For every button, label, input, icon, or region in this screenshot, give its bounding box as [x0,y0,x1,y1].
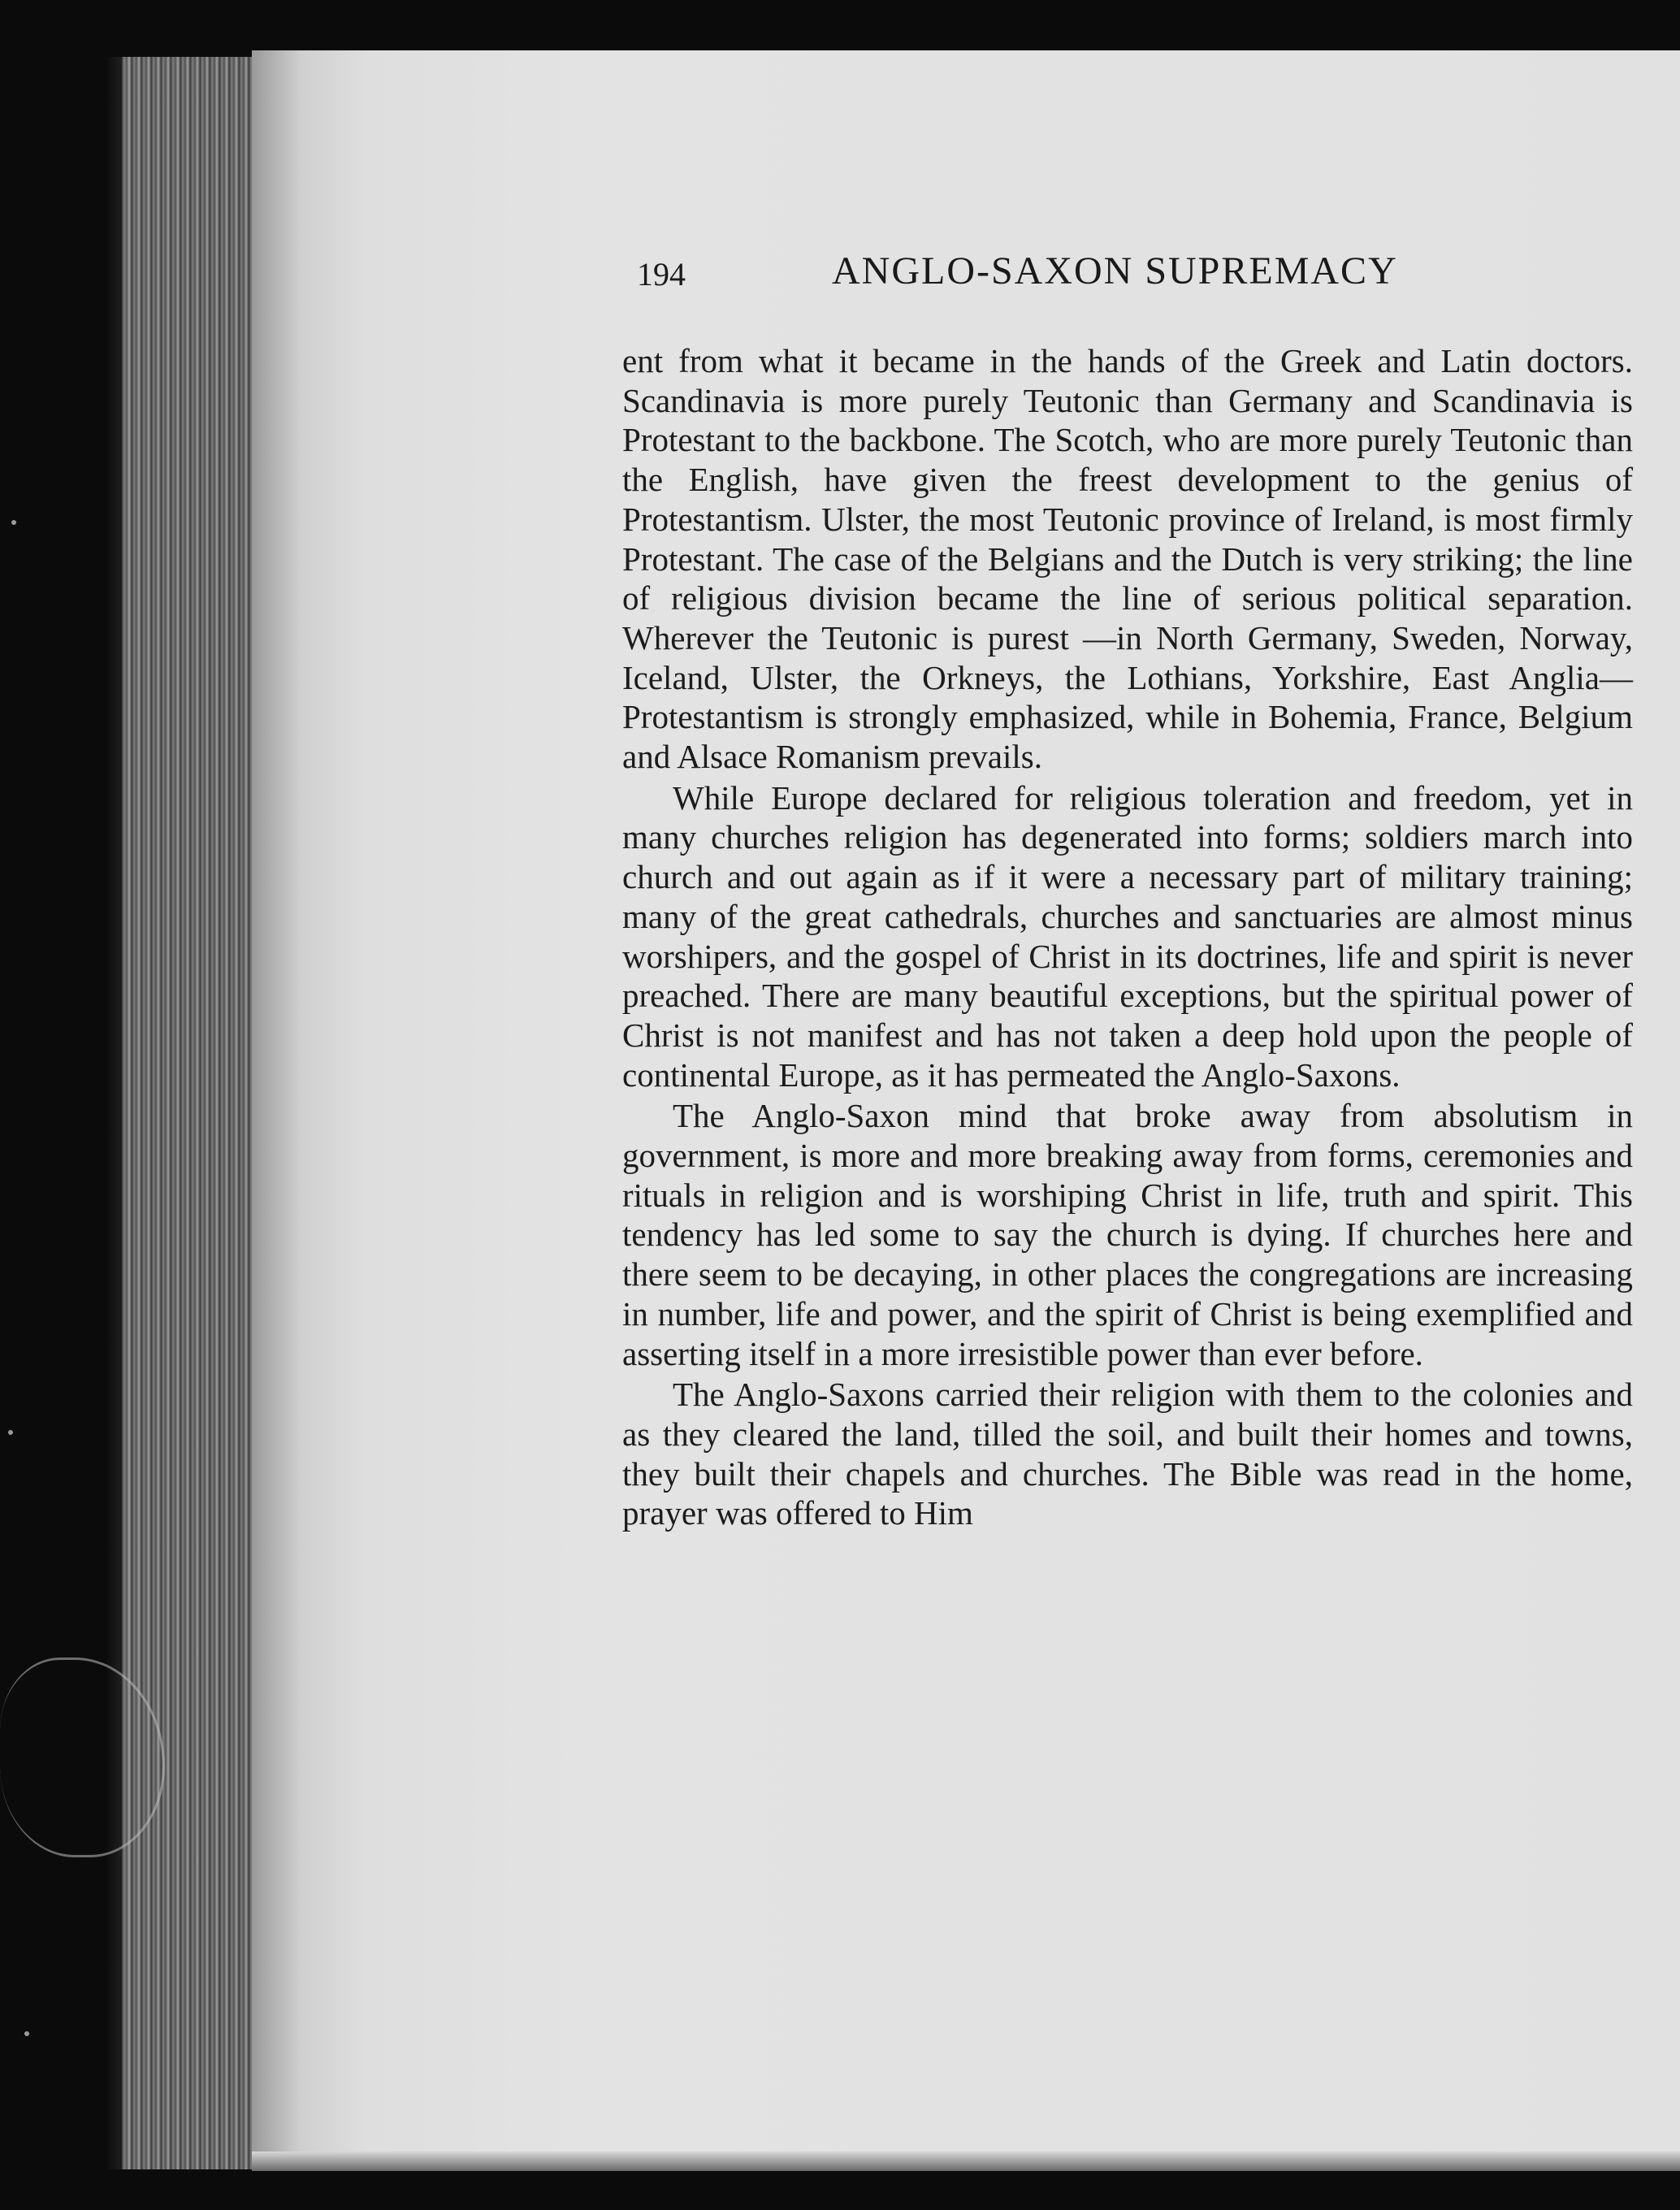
paragraph: The Anglo-Saxon mind that broke away from absolutism in government, is more and more breaking away from forms, ceremonies and rituals in religion and is worshiping Christ in life, truth and spirit. This tendency has led some to say the church is dying. If churches here and there seem to be decaying, in other places the congregations are increasing in number, life and power, and the spirit of Christ is being exemplified and asserting itself in a more irresistible power than ever before. [622,1097,1633,1372]
paragraph: ent from what it became in the hands of the Greek and Latin doctors. Scandinavia is more purely Teutonic than Germany and Scandinavia is Protestant to the backbone. The Scotch, who are more purely Teutonic than the English, have given the freest development to the genius of Protestantism. Ulster, the most Teutonic province of Ireland, is most firmly Protestant. The case of the Belgians and the Dutch is very striking; the line of religious division became the line of serious political separation. Wherever the Teutonic is purest —in North Germany, Sweden, Norway, Iceland, Ulster, the Orkneys, the Lothians, Yorkshire, East Anglia—Protestantism is strongly emphasized, while in Bohemia, France, Belgium and Alsace Romanism prevails. [622,342,1633,776]
body-text [622,341,1633,1533]
stacked-page-edges [122,57,268,2169]
scan-speck [24,2031,29,2036]
scan-speck [11,520,16,525]
page-bottom-edge [252,2152,1680,2171]
running-head [637,244,1449,309]
page-number: 194 [637,256,686,292]
paragraph: While Europe declared for religious toleration and freedom, yet in many churches religion has degenerated into forms; soldiers march into church and out again as if it were a necessary part of military training; many of the great cathedrals, churches and sanctuaries are almost minus worshipers, and the gospel of Christ in its doctrines, life and spirit is never preached. There are many beautiful exceptions, but the spiritual power of Christ is not manifest and has not taken a deep hold upon the people of continental Europe, as it has permeated the Anglo-Saxons. [622,778,1633,1094]
running-title: ANGLO-SAXON SUPREMACY [832,249,1398,292]
scan-speck [8,1430,13,1435]
paragraph: The Anglo-Saxons carried their religion with them to the colonies and as they cleared the land, tilled the soil, and built their homes and towns, they built their chapels and churches. The Bible was read in the home, prayer was offered to Him [622,1376,1633,1532]
